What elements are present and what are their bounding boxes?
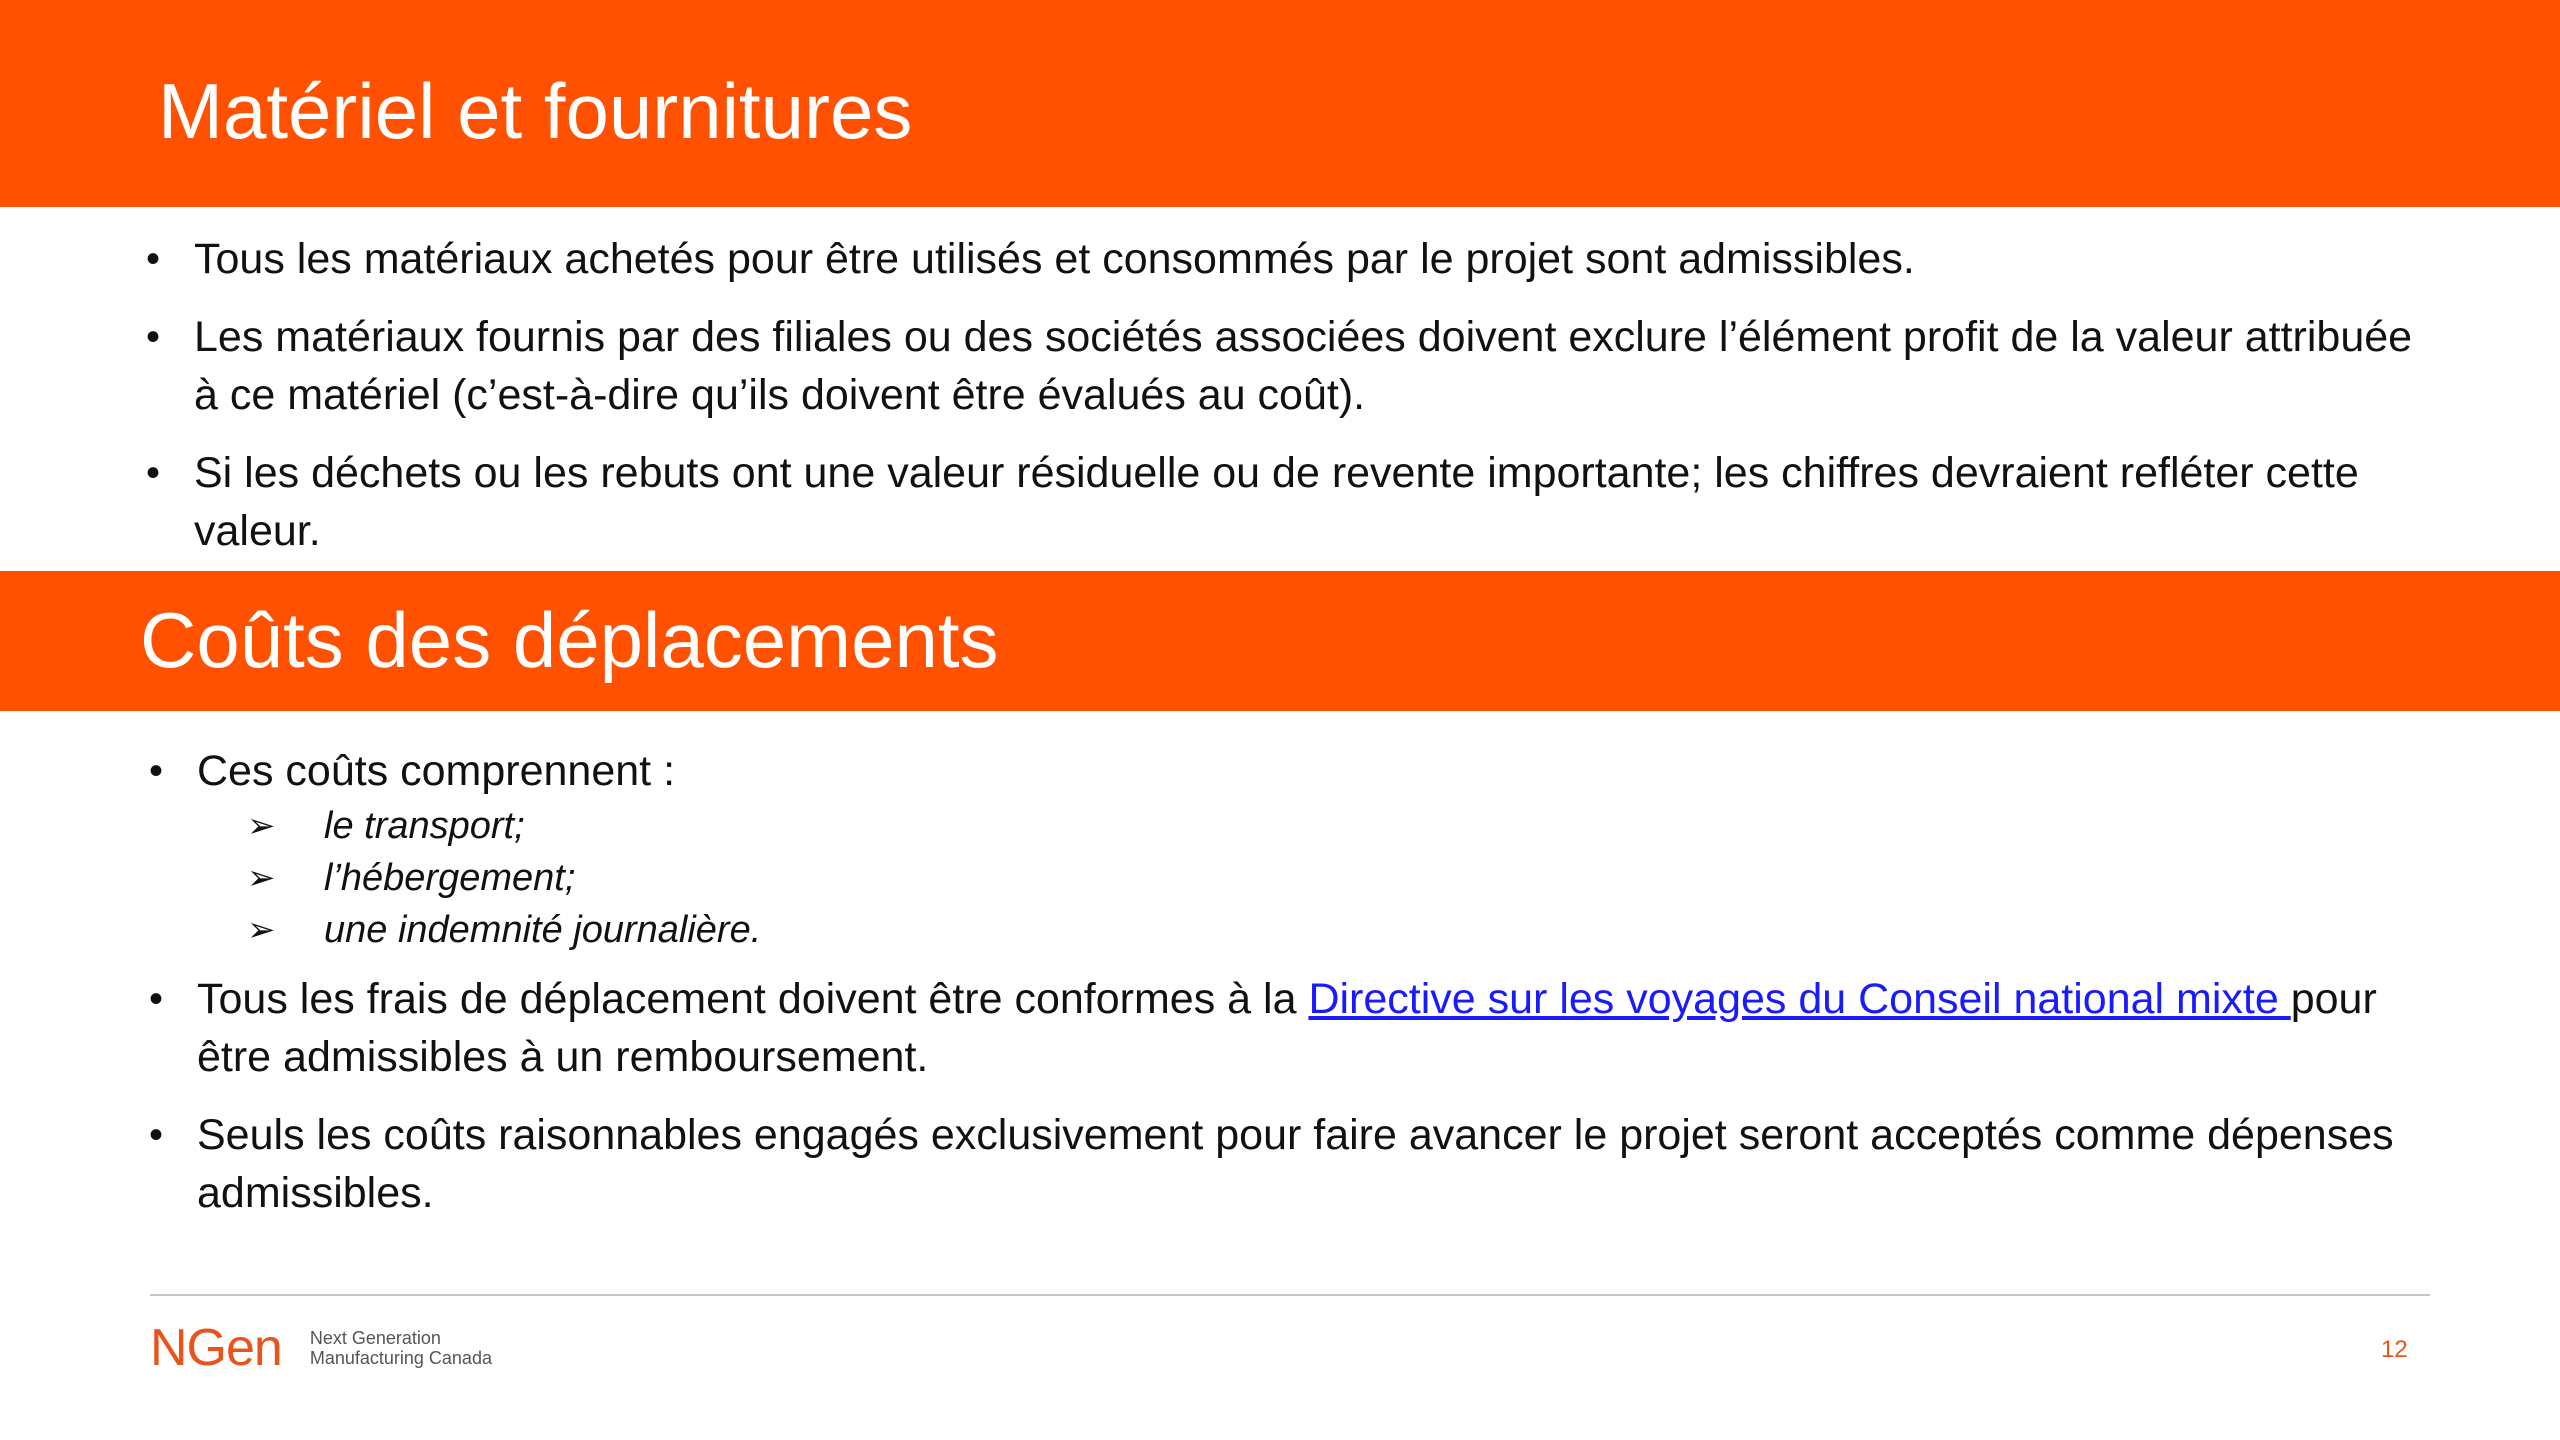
materiel-bullet-list — [146, 230, 2444, 580]
sub-item-text: une indemnité journalière. — [324, 909, 762, 951]
footer-divider — [150, 1294, 2430, 1296]
bullet-icon: • — [146, 451, 161, 495]
page-number: 12 — [2381, 1336, 2408, 1363]
bullet-text: Ces coûts comprennent : — [197, 747, 676, 795]
cost-subitems — [197, 800, 2447, 956]
section-title-materiel: Matériel et fournitures — [158, 67, 913, 155]
deplacements-bullet-list — [149, 742, 2447, 1242]
travel-directive-link[interactable]: Directive sur les voyages du Conseil national mixte — [1308, 975, 2291, 1023]
sub-list-item — [197, 852, 2447, 904]
sub-item-text: l’hébergement; — [324, 857, 576, 899]
sub-list-item — [197, 800, 2447, 852]
section-header-deplacements — [0, 571, 2560, 711]
sub-item-text: le transport; — [324, 805, 525, 847]
logo-wordmark — [150, 1319, 282, 1377]
bullet-text: Seuls les coûts raisonnables engagés exclusivement pour faire avancer le projet seront acceptés comme dépenses admissibles. — [197, 1111, 2394, 1217]
sub-list-item — [197, 904, 2447, 956]
section-title-deplacements: Coûts des déplacements — [140, 596, 999, 684]
section-header-materiel — [0, 0, 2560, 207]
list-item — [146, 230, 2444, 288]
list-item — [149, 1106, 2447, 1222]
tagline-line-1: Next Generation — [309, 1328, 441, 1348]
arrow-bullet-icon: ➢ — [247, 859, 276, 897]
bullet-icon: • — [146, 315, 161, 359]
bullet-text: Tous les matériaux achetés pour être utilisés et consommés par le projet sont admissibles. — [194, 235, 1915, 283]
arrow-bullet-icon: ➢ — [247, 911, 276, 949]
bullet-text-prefix: Tous les frais de déplacement doivent être conformes à la — [197, 975, 1309, 1023]
list-item — [149, 970, 2447, 1086]
list-item — [146, 308, 2444, 424]
bullet-icon: • — [146, 237, 161, 281]
bullet-text: Si les déchets ou les rebuts ont une valeur résiduelle ou de revente importante; les chiffres devraient refléter cette valeur. — [194, 449, 2359, 555]
list-item — [146, 444, 2444, 560]
bullet-text-suffix: pour être admissibles à un remboursement. — [197, 975, 2377, 1081]
arrow-bullet-icon: ➢ — [247, 807, 276, 845]
list-item — [149, 742, 2447, 956]
bullet-icon: • — [149, 749, 164, 793]
bullet-text: Les matériaux fournis par des filiales ou des sociétés associées doivent exclure l’élément profit de la valeur attribuée à ce matériel (c’est-à-dire qu’ils doivent être évalués au coût). — [194, 313, 2413, 419]
tagline-line-2: Manufacturing Canada — [309, 1348, 492, 1368]
logo-tagline — [310, 1328, 492, 1368]
logo-text: NGen — [150, 1319, 282, 1377]
ngen-logo — [150, 1318, 492, 1378]
bullet-icon: • — [149, 1113, 164, 1157]
bullet-icon: • — [149, 977, 164, 1021]
